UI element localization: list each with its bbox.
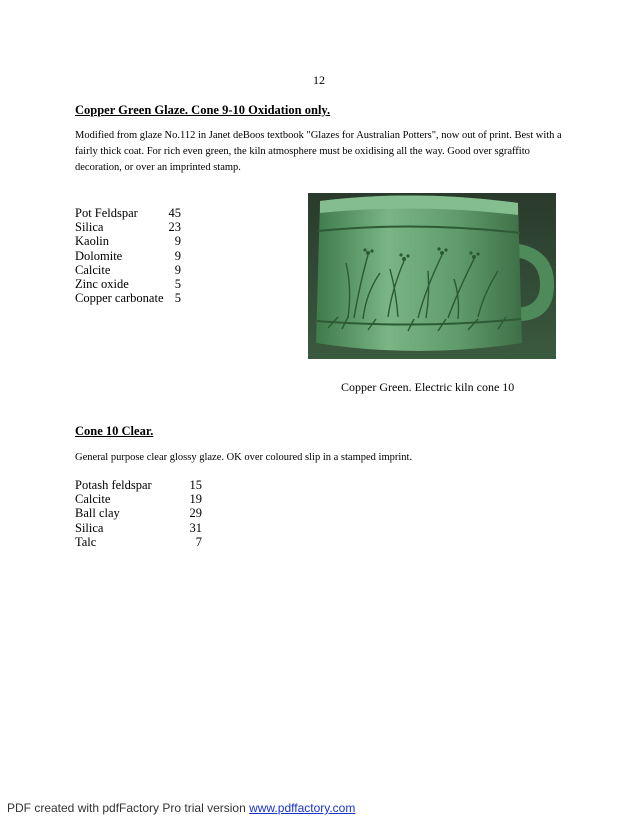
footer-text: PDF created with pdfFactory Pro trial version — [7, 801, 250, 815]
recipe-row — [75, 521, 202, 535]
recipe-row — [75, 234, 181, 248]
recipe-row — [75, 478, 202, 492]
clear-glaze-description: General purpose clear glossy glaze. OK over coloured slip in a stamped imprint. — [75, 452, 413, 463]
ingredient-qty: 31 — [189, 520, 202, 535]
ingredient-qty: 15 — [189, 478, 202, 492]
ingredient-name: Calcite — [75, 492, 111, 507]
ingredient-qty: 7 — [195, 534, 202, 549]
clear-glaze-recipe — [75, 478, 202, 549]
recipe-row — [75, 220, 181, 234]
photo-caption: Copper Green. Electric kiln cone 10 — [341, 380, 515, 394]
description-line: Modified from glaze No.112 in Janet deBoos textbook "Glazes for Australian Potters", now out of print. Best with a — [75, 130, 562, 141]
ingredient-qty: 23 — [168, 220, 181, 235]
ingredient-qty: 29 — [189, 506, 202, 521]
ingredient-name: Calcite — [75, 262, 111, 277]
ingredient-qty: 9 — [174, 234, 181, 249]
ingredient-qty: 19 — [189, 492, 202, 507]
recipe-row — [75, 492, 202, 506]
section-heading-copper-green: Copper Green Glaze. Cone 9-10 Oxidation only. — [75, 103, 331, 117]
ingredient-name: Zinc oxide — [75, 276, 129, 291]
section-heading-cone-10-clear: Cone 10 Clear. — [75, 424, 154, 438]
description-line: fairly thick coat. For rich even green, the kiln atmosphere must be oxidising all the way. Good over sgraffito — [75, 146, 530, 157]
copper-green-mug-photo — [308, 193, 556, 359]
page-number: 12 — [313, 73, 325, 87]
description-line: decoration, or over an imprinted stamp. — [75, 162, 241, 173]
ingredient-name: Silica — [75, 220, 104, 235]
copper-green-recipe — [75, 206, 181, 305]
ingredient-name: Dolomite — [75, 248, 123, 263]
ingredient-qty: 9 — [174, 248, 181, 263]
recipe-row — [75, 249, 181, 263]
ingredient-name: Talc — [75, 534, 97, 549]
ingredient-name: Pot Feldspar — [75, 206, 138, 220]
recipe-row — [75, 291, 181, 305]
pdf-footer — [7, 801, 355, 815]
ingredient-qty: 45 — [168, 206, 181, 220]
ingredient-name: Kaolin — [75, 234, 110, 249]
ingredient-name: Ball clay — [75, 506, 120, 521]
ingredient-name: Potash feldspar — [75, 478, 152, 492]
recipe-row — [75, 535, 202, 549]
recipe-row — [75, 277, 181, 291]
ingredient-name: Copper carbonate — [75, 291, 164, 306]
ingredient-name: Silica — [75, 520, 104, 535]
ingredient-qty: 9 — [174, 262, 181, 277]
recipe-row — [75, 506, 202, 520]
recipe-row — [75, 206, 181, 220]
recipe-row — [75, 263, 181, 277]
ingredient-qty: 5 — [174, 276, 181, 291]
ingredient-qty: 5 — [174, 291, 181, 306]
pdffactory-link[interactable]: www.pdffactory.com — [249, 801, 356, 815]
copper-green-description — [75, 128, 575, 176]
